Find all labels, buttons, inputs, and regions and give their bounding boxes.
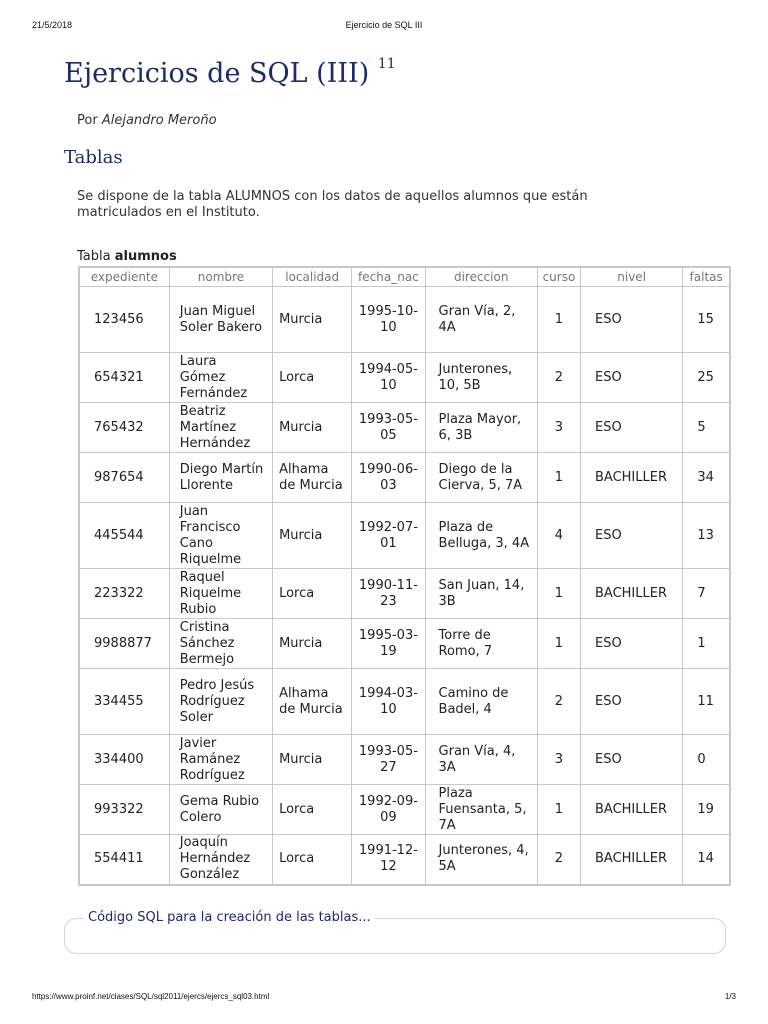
table-row <box>79 403 730 453</box>
cell-expediente: 987654 <box>79 453 169 503</box>
cell-nivel: BACHILLER <box>581 453 683 503</box>
column-header: faltas <box>683 267 730 287</box>
title-superscript: 11 <box>377 56 396 72</box>
table-row <box>79 287 730 353</box>
table-caption <box>77 249 177 264</box>
cell-fecha-nac: 1990-11-23 <box>352 569 425 619</box>
cell-localidad: Murcia <box>273 403 352 453</box>
cell-direccion: Diego de la Cierva, 5, 7A <box>425 453 537 503</box>
cell-curso: 1 <box>537 287 580 353</box>
cell-curso: 2 <box>537 353 580 403</box>
table-row <box>79 835 730 885</box>
cell-nombre: Juan Francisco Cano Riquelme <box>169 503 272 569</box>
column-header: curso <box>537 267 580 287</box>
cell-curso: 3 <box>537 403 580 453</box>
cell-direccion: San Juan, 14, 3B <box>425 569 537 619</box>
cell-nombre: Laura Gómez Fernández <box>169 353 272 403</box>
print-url: https://www.proinf.net/clases/SQL/sql2011/ejercs/ejercs_sql03.html <box>32 992 270 1001</box>
table-row <box>79 453 730 503</box>
print-date: 21/5/2018 <box>32 20 73 30</box>
cell-localidad: Lorca <box>273 785 352 835</box>
cell-localidad: Murcia <box>273 735 352 785</box>
cell-direccion: Gran Vía, 2, 4A <box>425 287 537 353</box>
cell-fecha-nac: 1995-10-10 <box>352 287 425 353</box>
cell-expediente: 554411 <box>79 835 169 885</box>
cell-fecha-nac: 1992-09-09 <box>352 785 425 835</box>
cell-localidad: Murcia <box>273 503 352 569</box>
cell-expediente: 654321 <box>79 353 169 403</box>
cell-expediente: 223322 <box>79 569 169 619</box>
cell-faltas: 19 <box>683 785 730 835</box>
cell-nombre: Javier Ramánez Rodríguez <box>169 735 272 785</box>
cell-nivel: ESO <box>581 619 683 669</box>
cell-localidad: Alhama de Murcia <box>273 453 352 503</box>
cell-faltas: 15 <box>683 287 730 353</box>
intro-text: Se dispone de la tabla ALUMNOS con los datos de aquellos alumnos que están matriculados en el Instituto. <box>77 189 588 220</box>
column-header: nivel <box>581 267 683 287</box>
cell-faltas: 11 <box>683 669 730 735</box>
cell-curso: 4 <box>537 503 580 569</box>
cell-nivel: BACHILLER <box>581 785 683 835</box>
cell-nivel: BACHILLER <box>581 835 683 885</box>
cell-direccion: Plaza de Belluga, 3, 4A <box>425 503 537 569</box>
cell-faltas: 13 <box>683 503 730 569</box>
cell-faltas: 0 <box>683 735 730 785</box>
cell-fecha-nac: 1994-05-10 <box>352 353 425 403</box>
table-row <box>79 785 730 835</box>
cell-expediente: 765432 <box>79 403 169 453</box>
cell-nombre: Raquel Riquelme Rubio <box>169 569 272 619</box>
cell-expediente: 334400 <box>79 735 169 785</box>
table-row <box>79 353 730 403</box>
alumnos-table <box>78 266 731 886</box>
cell-direccion: Plaza Fuensanta, 5, 7A <box>425 785 537 835</box>
author-prefix: Por <box>77 113 98 128</box>
cell-direccion: Gran Vía, 4, 3A <box>425 735 537 785</box>
cell-nivel: ESO <box>581 353 683 403</box>
cell-expediente: 9988877 <box>79 619 169 669</box>
cell-faltas: 14 <box>683 835 730 885</box>
cell-faltas: 1 <box>683 619 730 669</box>
cell-localidad: Alhama de Murcia <box>273 669 352 735</box>
cell-expediente: 993322 <box>79 785 169 835</box>
cell-nombre: Cristina Sánchez Bermejo <box>169 619 272 669</box>
print-page-number: 1/3 <box>724 992 736 1001</box>
cell-expediente: 445544 <box>79 503 169 569</box>
cell-direccion: Junterones, 4, 5A <box>425 835 537 885</box>
table-row <box>79 569 730 619</box>
table-row <box>79 503 730 569</box>
table-caption-prefix: Tabla <box>77 249 111 264</box>
cell-nombre: Diego Martín Llorente <box>169 453 272 503</box>
print-title: Ejercicio de SQL III <box>345 20 423 30</box>
cell-nivel: ESO <box>581 503 683 569</box>
cell-curso: 2 <box>537 669 580 735</box>
cell-fecha-nac: 1993-05-27 <box>352 735 425 785</box>
column-header: fecha_nac <box>352 267 425 287</box>
table-caption-name: alumnos <box>114 249 177 264</box>
cell-fecha-nac: 1995-03-19 <box>352 619 425 669</box>
column-header: expediente <box>79 267 169 287</box>
cell-fecha-nac: 1990-06-03 <box>352 453 425 503</box>
cell-localidad: Lorca <box>273 835 352 885</box>
cell-localidad: Murcia <box>273 619 352 669</box>
page-title-text: Ejercicios de SQL (III) <box>64 58 370 89</box>
cell-curso: 1 <box>537 569 580 619</box>
section-title: Tablas <box>64 147 123 168</box>
cell-curso: 3 <box>537 735 580 785</box>
cell-nivel: BACHILLER <box>581 569 683 619</box>
table-row <box>79 669 730 735</box>
cell-nivel: ESO <box>581 403 683 453</box>
column-header: direccion <box>425 267 537 287</box>
page-title <box>64 58 396 89</box>
cell-faltas: 7 <box>683 569 730 619</box>
cell-faltas: 5 <box>683 403 730 453</box>
cell-curso: 1 <box>537 453 580 503</box>
cell-fecha-nac: 1994-03-10 <box>352 669 425 735</box>
cell-nombre: Beatriz Martínez Hernández <box>169 403 272 453</box>
cell-nombre: Juan Miguel Soler Bakero <box>169 287 272 353</box>
column-header: localidad <box>273 267 352 287</box>
table-header-row <box>79 267 730 287</box>
cell-direccion: Plaza Mayor, 6, 3B <box>425 403 537 453</box>
sql-code-link[interactable]: Código SQL para la creación de las tablas... <box>84 910 375 925</box>
cell-direccion: Torre de Romo, 7 <box>425 619 537 669</box>
cell-nivel: ESO <box>581 735 683 785</box>
cell-expediente: 123456 <box>79 287 169 353</box>
cell-faltas: 25 <box>683 353 730 403</box>
cell-curso: 1 <box>537 619 580 669</box>
cell-direccion: Camino de Badel, 4 <box>425 669 537 735</box>
cell-nombre: Pedro Jesús Rodríguez Soler <box>169 669 272 735</box>
cell-nivel: ESO <box>581 287 683 353</box>
cell-expediente: 334455 <box>79 669 169 735</box>
table-row <box>79 619 730 669</box>
cell-nombre: Gema Rubio Colero <box>169 785 272 835</box>
cell-direccion: Junterones, 10, 5B <box>425 353 537 403</box>
column-header: nombre <box>169 267 272 287</box>
cell-faltas: 34 <box>683 453 730 503</box>
table-row <box>79 735 730 785</box>
cell-fecha-nac: 1993-05-05 <box>352 403 425 453</box>
cell-localidad: Lorca <box>273 569 352 619</box>
author-line <box>77 113 217 128</box>
cell-localidad: Lorca <box>273 353 352 403</box>
print-header <box>0 20 768 34</box>
cell-nivel: ESO <box>581 669 683 735</box>
cell-fecha-nac: 1992-07-01 <box>352 503 425 569</box>
cell-curso: 1 <box>537 785 580 835</box>
author-name: Alejandro Meroño <box>101 113 217 128</box>
cell-curso: 2 <box>537 835 580 885</box>
cell-fecha-nac: 1991-12-12 <box>352 835 425 885</box>
cell-localidad: Murcia <box>273 287 352 353</box>
cell-nombre: Joaquín Hernández González <box>169 835 272 885</box>
